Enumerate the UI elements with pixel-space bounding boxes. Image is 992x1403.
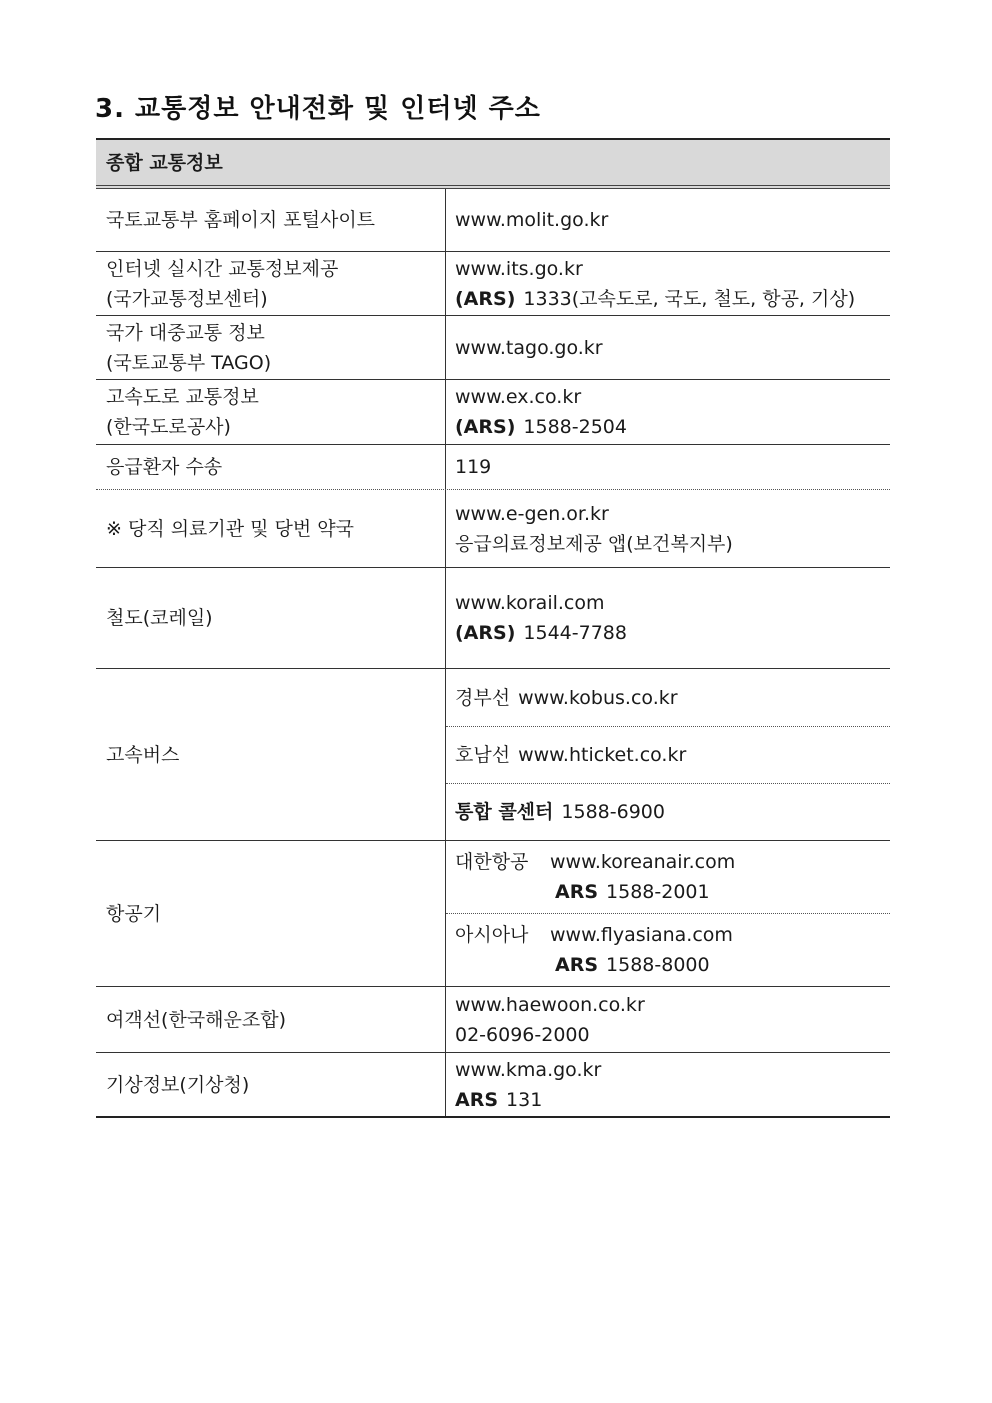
transport-info-table	[96, 138, 890, 1118]
row-label: 기상정보(기상청)	[106, 1073, 250, 1096]
table-row-bus	[96, 668, 890, 840]
table-header: 종합 교통정보	[96, 140, 890, 189]
table-row	[96, 189, 890, 251]
row-label: ※ 당직 의료기관 및 당번 약국	[106, 517, 355, 540]
ars-value: 1588-8000	[606, 954, 710, 976]
table-row	[96, 444, 890, 489]
row-label: 국토교통부 홈페이지 포털사이트	[106, 209, 376, 231]
ars-label: ARS	[555, 954, 599, 976]
table-row-ferry	[96, 986, 890, 1052]
ars-label: ARS	[455, 1088, 499, 1111]
airline-url[interactable]: www.koreanair.com	[550, 851, 736, 873]
airline-name: 대한항공	[455, 851, 529, 873]
row-label: 응급환자 수송	[106, 456, 223, 478]
table-row	[96, 567, 890, 668]
row-url[interactable]: www.its.go.kr	[455, 257, 583, 280]
table-row	[96, 489, 890, 567]
row-label: 국가 대중교통 정보	[106, 321, 265, 344]
row-url[interactable]: www.molit.go.kr	[455, 209, 609, 231]
row-url[interactable]: www.korail.com	[455, 592, 605, 614]
airline-url[interactable]: www.flyasiana.com	[550, 924, 733, 946]
ars-value: 1588-2001	[606, 881, 710, 903]
ars-value: 1333(고속도로, 국도, 철도, 항공, 기상)	[523, 287, 856, 310]
airline-name: 아시아나	[455, 924, 529, 946]
row-label: 고속도로 교통정보	[106, 386, 259, 408]
table-row-weather	[96, 1052, 890, 1116]
row-label: 여객선(한국해운조합)	[106, 1008, 287, 1031]
page-title: 3. 교통정보 안내전화 및 인터넷 주소	[95, 94, 541, 124]
row-label: 항공기	[106, 902, 162, 925]
row-label-sub: (국가교통정보센터)	[106, 287, 268, 310]
ars-value: 1588-2504	[523, 416, 627, 438]
row-value: 응급의료정보제공 앱(보건복지부)	[455, 532, 733, 555]
row-label-sub: (한국도로공사)	[106, 416, 231, 438]
bus-url[interactable]: www.kobus.co.kr	[518, 686, 678, 709]
row-phone: 02-6096-2000	[455, 1023, 590, 1046]
ars-label: ARS	[555, 881, 599, 903]
row-url[interactable]: www.e-gen.or.kr	[455, 502, 609, 525]
bus-url[interactable]: www.hticket.co.kr	[518, 744, 687, 766]
ars-value: 131	[506, 1088, 543, 1111]
table-row	[96, 379, 890, 444]
row-label: 철도(코레일)	[106, 607, 213, 629]
table-row-air	[96, 840, 890, 986]
row-url[interactable]: www.tago.go.kr	[455, 336, 603, 359]
bus-route-label: 호남선	[455, 744, 511, 766]
call-center-label: 통합 콜센터	[455, 801, 554, 823]
call-center-value: 1588-6900	[561, 801, 665, 823]
row-url[interactable]: www.ex.co.kr	[455, 386, 582, 408]
row-label-sub: (국토교통부 TAGO)	[106, 351, 272, 374]
ars-label: (ARS)	[455, 622, 516, 644]
ars-label: (ARS)	[455, 416, 516, 438]
row-value: 119	[455, 456, 492, 478]
bus-route-label: 경부선	[455, 686, 511, 709]
row-url[interactable]: www.haewoon.co.kr	[455, 993, 645, 1016]
row-label: 고속버스	[106, 743, 180, 766]
ars-label: (ARS)	[455, 287, 516, 310]
table-row	[96, 315, 890, 379]
table-row	[96, 251, 890, 315]
ars-value: 1544-7788	[523, 622, 627, 644]
row-label: 인터넷 실시간 교통정보제공	[106, 257, 339, 280]
row-url[interactable]: www.kma.go.kr	[455, 1058, 602, 1081]
